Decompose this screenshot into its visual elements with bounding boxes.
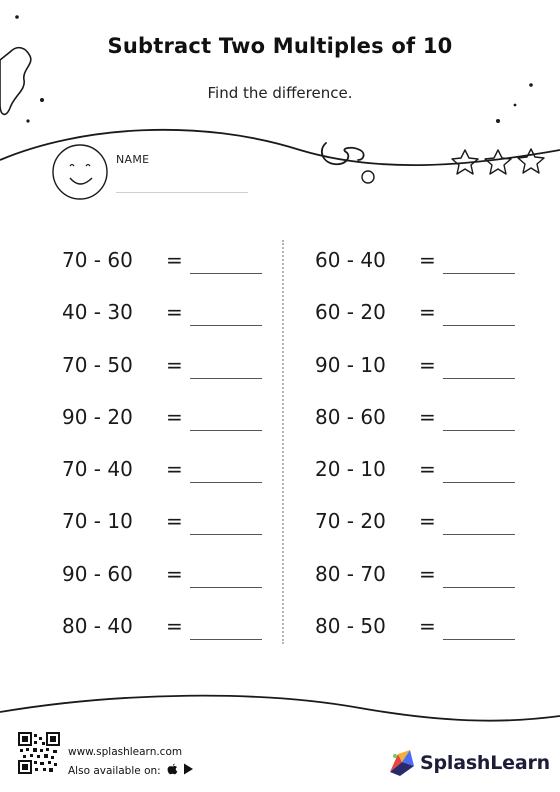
answer-blank[interactable] [190,482,262,483]
instruction-text: Find the difference. [207,84,353,102]
answer-blank[interactable] [190,378,262,379]
play-store-icon[interactable] [183,763,194,775]
answer-blank[interactable] [190,430,262,431]
problem-expression: 80 - 40 [62,614,133,639]
dot [496,119,500,123]
problem-expression: 20 - 10 [315,457,386,482]
answer-blank[interactable] [443,534,515,535]
answer-blank[interactable] [443,378,515,379]
equals-sign: = [419,248,436,272]
answer-blank[interactable] [443,325,515,326]
problem-expression: 70 - 10 [62,509,133,534]
qr-code-icon[interactable] [18,732,60,774]
answer-blank[interactable] [190,325,262,326]
equals-sign: = [419,614,436,639]
brand-learn: Learn [490,752,550,774]
website-link[interactable]: www.splashlearn.com [68,746,183,758]
answer-blank[interactable] [443,587,515,588]
problem-expression: 90 - 10 [315,352,386,377]
problem-expression: 70 - 20 [315,509,386,534]
answer-blank[interactable] [443,639,515,640]
answer-blank[interactable] [443,430,515,431]
star-icon [452,149,544,174]
apple-icon[interactable] [167,763,178,775]
dot [26,119,29,122]
name-label: NAME [116,153,150,166]
equals-sign: = [419,561,436,586]
column-divider [282,240,284,644]
problem-expression: 70 - 50 [62,352,133,377]
brand-name [420,752,550,774]
problem-expression: 90 - 60 [62,561,133,586]
equals-sign: = [419,457,436,482]
problem-expression: 60 - 40 [315,248,386,272]
answer-blank[interactable] [443,482,515,483]
dot [514,104,517,107]
answer-blank[interactable] [190,587,262,588]
equals-sign: = [166,561,183,586]
equals-sign: = [419,404,436,429]
dot [15,15,19,19]
problem-expression: 80 - 70 [315,561,386,586]
answer-blank[interactable] [190,273,262,274]
equals-sign: = [419,352,436,377]
equals-sign: = [166,352,183,377]
problem-expression: 80 - 50 [315,614,386,639]
equals-sign: = [166,614,183,639]
problem-expression: 70 - 60 [62,248,133,272]
problem-expression: 40 - 30 [62,300,133,325]
problem-expression: 90 - 20 [62,404,133,429]
small-circle [362,171,374,183]
also-available-text [68,763,194,777]
brand-splash: Splash [420,752,491,774]
equals-sign: = [419,509,436,534]
equals-sign: = [166,509,183,534]
splashlearn-logo-icon [386,746,418,778]
equals-sign: = [419,300,436,325]
problem-expression: 70 - 40 [62,457,133,482]
problem-expression: 80 - 60 [315,404,386,429]
smiley-face-icon [53,145,107,199]
name-input-line[interactable] [116,192,248,193]
equals-sign: = [166,248,183,272]
answer-blank[interactable] [443,273,515,274]
equals-sign: = [166,404,183,429]
page-title: Subtract Two Multiples of 10 [107,34,453,58]
also-available-label: Also available on: [68,765,161,777]
answer-blank[interactable] [190,639,262,640]
equals-sign: = [166,457,183,482]
problem-expression: 60 - 20 [315,300,386,325]
answer-blank[interactable] [190,534,262,535]
equals-sign: = [166,300,183,325]
